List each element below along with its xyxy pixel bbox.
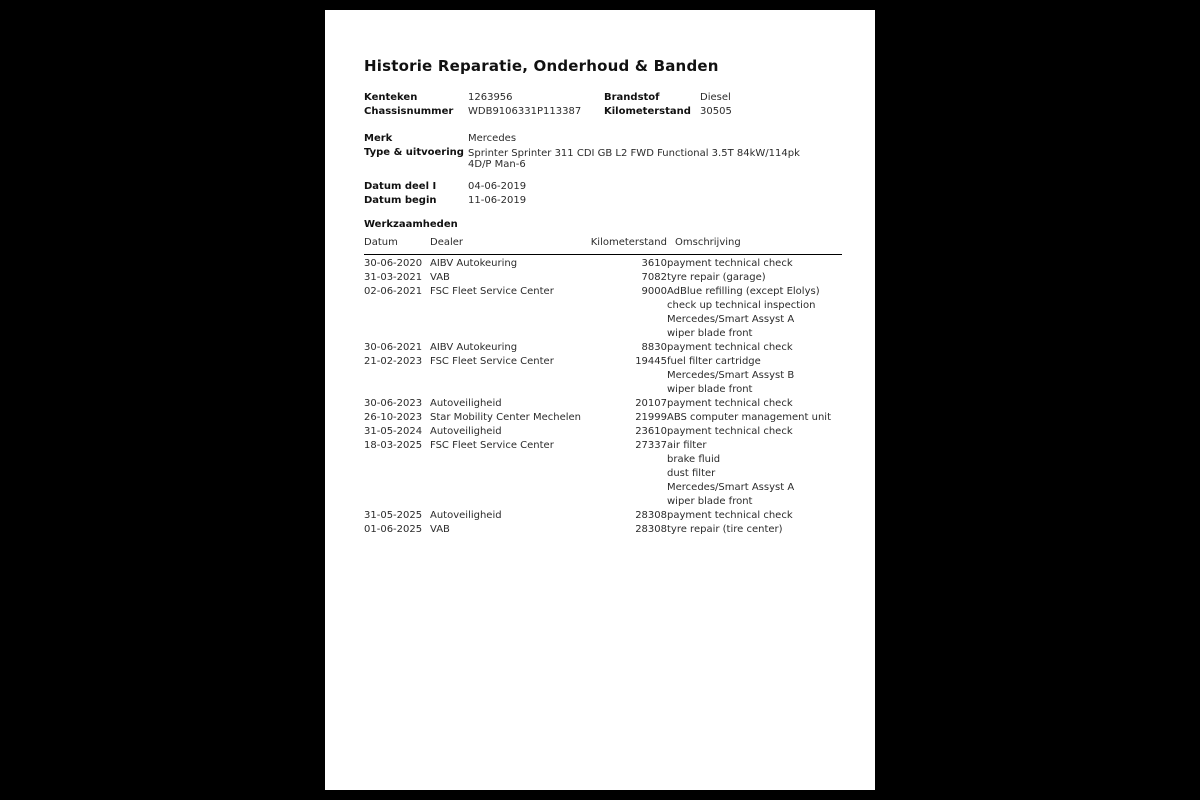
omschrijving-line: tyre repair (garage) bbox=[667, 272, 766, 283]
type-uitvoering-label: Type & uitvoering bbox=[364, 147, 464, 158]
column-header-omschrijving: Omschrijving bbox=[667, 236, 842, 255]
cell-kilometerstand: 27337 bbox=[635, 440, 667, 451]
cell-datum: 26-10-2023 bbox=[364, 412, 423, 423]
omschrijving-line: payment technical check bbox=[667, 426, 793, 437]
table-row bbox=[364, 271, 842, 285]
brandstof-label: Brandstof bbox=[604, 92, 660, 103]
cell-datum: 18-03-2025 bbox=[364, 440, 423, 451]
cell-dealer: Autoveiligheid bbox=[430, 510, 502, 521]
cell-kilometerstand: 20107 bbox=[635, 398, 667, 409]
cell-omschrijving bbox=[667, 355, 842, 397]
cell-omschrijving bbox=[667, 509, 842, 523]
cell-dealer: FSC Fleet Service Center bbox=[430, 356, 554, 367]
date-fields bbox=[364, 180, 837, 208]
cell-datum: 21-02-2023 bbox=[364, 356, 423, 367]
document-page bbox=[325, 10, 875, 790]
omschrijving-line: payment technical check bbox=[667, 258, 793, 269]
table-row bbox=[364, 355, 842, 397]
werkzaamheden-table-header bbox=[364, 236, 842, 255]
cell-omschrijving bbox=[667, 523, 842, 537]
kilometerstand-value: 30505 bbox=[700, 106, 732, 117]
table-row bbox=[364, 341, 842, 355]
cell-datum: 30-06-2020 bbox=[364, 258, 423, 269]
cell-dealer: FSC Fleet Service Center bbox=[430, 286, 554, 297]
cell-dealer: VAB bbox=[430, 524, 450, 535]
column-header-datum: Datum bbox=[364, 236, 430, 255]
table-row bbox=[364, 425, 842, 439]
werkzaamheden-table-body bbox=[364, 255, 842, 538]
cell-omschrijving bbox=[667, 397, 842, 411]
cell-dealer: Star Mobility Center Mechelen bbox=[430, 412, 582, 423]
omschrijving-line: brake fluid bbox=[667, 454, 721, 465]
datum-deel-value: 04-06-2019 bbox=[468, 181, 527, 192]
cell-datum: 30-06-2021 bbox=[364, 342, 423, 353]
cell-kilometerstand: 7082 bbox=[641, 272, 667, 283]
table-row bbox=[364, 255, 842, 272]
table-row bbox=[364, 411, 842, 425]
table-row bbox=[364, 397, 842, 411]
omschrijving-line: fuel filter cartridge bbox=[667, 356, 761, 367]
brandstof-value: Diesel bbox=[700, 92, 731, 103]
cell-datum: 01-06-2025 bbox=[364, 524, 423, 535]
omschrijving-line: check up technical inspection bbox=[667, 300, 816, 311]
cell-kilometerstand: 3610 bbox=[641, 258, 667, 269]
cell-datum: 31-03-2021 bbox=[364, 272, 423, 283]
header-row bbox=[364, 236, 842, 255]
omschrijving-line: Mercedes/Smart Assyst A bbox=[667, 482, 795, 493]
cell-kilometerstand: 28308 bbox=[635, 510, 667, 521]
omschrijving-line: Mercedes/Smart Assyst A bbox=[667, 314, 795, 325]
omschrijving-line: payment technical check bbox=[667, 398, 793, 409]
cell-kilometerstand: 21999 bbox=[635, 412, 667, 423]
cell-datum: 30-06-2023 bbox=[364, 398, 423, 409]
table-row bbox=[364, 509, 842, 523]
table-row bbox=[364, 285, 842, 341]
cell-dealer: AIBV Autokeuring bbox=[430, 258, 518, 269]
cell-kilometerstand: 9000 bbox=[641, 286, 667, 297]
omschrijving-line: AdBlue refilling (except Elolys) bbox=[667, 286, 820, 297]
merk-value: Mercedes bbox=[468, 133, 517, 144]
omschrijving-line: Mercedes/Smart Assyst B bbox=[667, 370, 795, 381]
cell-omschrijving bbox=[667, 255, 842, 272]
kenteken-value: 1263956 bbox=[468, 92, 513, 103]
cell-dealer: Autoveiligheid bbox=[430, 426, 502, 437]
kilometerstand-label: Kilometerstand bbox=[604, 106, 691, 117]
cell-kilometerstand: 8830 bbox=[641, 342, 667, 353]
cell-datum: 31-05-2025 bbox=[364, 510, 423, 521]
omschrijving-line: wiper blade front bbox=[667, 328, 753, 339]
datum-begin-label: Datum begin bbox=[364, 195, 437, 206]
vehicle-id-fields bbox=[364, 91, 837, 119]
omschrijving-line: payment technical check bbox=[667, 342, 793, 353]
column-header-dealer: Dealer bbox=[430, 236, 590, 255]
column-header-kilometerstand: Kilometerstand bbox=[590, 236, 667, 255]
cell-dealer: VAB bbox=[430, 272, 450, 283]
cell-kilometerstand: 28308 bbox=[635, 524, 667, 535]
cell-dealer: AIBV Autokeuring bbox=[430, 342, 518, 353]
omschrijving-line: ABS computer management unit bbox=[667, 412, 831, 423]
omschrijving-line: wiper blade front bbox=[667, 496, 753, 507]
table-row bbox=[364, 523, 842, 537]
omschrijving-line: dust filter bbox=[667, 468, 716, 479]
cell-datum: 31-05-2024 bbox=[364, 426, 423, 437]
cell-omschrijving bbox=[667, 439, 842, 509]
kenteken-label: Kenteken bbox=[364, 92, 418, 103]
omschrijving-line: tyre repair (tire center) bbox=[667, 524, 783, 535]
cell-omschrijving bbox=[667, 411, 842, 425]
cell-omschrijving bbox=[667, 271, 842, 285]
chassisnummer-label: Chassisnummer bbox=[364, 106, 454, 117]
table-row bbox=[364, 439, 842, 509]
cell-dealer: Autoveiligheid bbox=[430, 398, 502, 409]
type-uitvoering-value: Sprinter Sprinter 311 CDI GB L2 FWD Functional 3.5T 84kW/114pk 4D/P Man-6 bbox=[468, 148, 800, 170]
cell-omschrijving bbox=[667, 341, 842, 355]
cell-omschrijving bbox=[667, 425, 842, 439]
omschrijving-line: wiper blade front bbox=[667, 384, 753, 395]
vehicle-type-fields bbox=[364, 132, 837, 170]
cell-kilometerstand: 23610 bbox=[635, 426, 667, 437]
cell-omschrijving bbox=[667, 285, 842, 341]
cell-kilometerstand: 19445 bbox=[635, 356, 667, 367]
werkzaamheden-heading: Werkzaamheden bbox=[364, 219, 458, 230]
merk-label: Merk bbox=[364, 133, 393, 144]
datum-deel-label: Datum deel I bbox=[364, 181, 437, 192]
cell-datum: 02-06-2021 bbox=[364, 286, 423, 297]
chassisnummer-value: WDB9106331P113387 bbox=[468, 106, 582, 117]
cell-dealer: FSC Fleet Service Center bbox=[430, 440, 554, 451]
omschrijving-line: air filter bbox=[667, 440, 707, 451]
omschrijving-line: payment technical check bbox=[667, 510, 793, 521]
page-title: Historie Reparatie, Onderhoud & Banden bbox=[364, 57, 719, 75]
datum-begin-value: 11-06-2019 bbox=[468, 195, 527, 206]
werkzaamheden-table bbox=[364, 236, 842, 537]
